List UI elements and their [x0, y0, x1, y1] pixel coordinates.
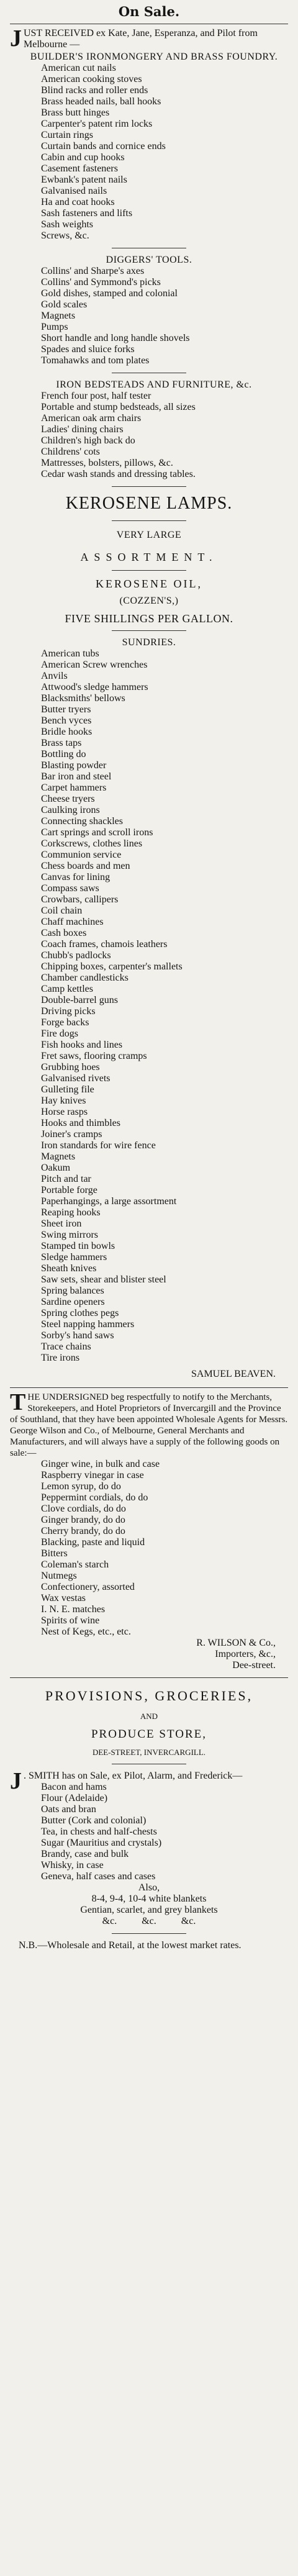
- assortment-text: ASSORTMENT.: [80, 551, 218, 563]
- list-item: Tomahawks and tom plates: [41, 355, 150, 366]
- list-item: Coach frames, chamois leathers: [41, 939, 168, 950]
- divider: [10, 1387, 288, 1388]
- list-item: Tire irons: [41, 1353, 80, 1363]
- list-item: Raspberry vinegar in case: [41, 1470, 144, 1481]
- list-item: Galvanised nails: [41, 186, 107, 196]
- list-item: Driving picks: [41, 1006, 96, 1017]
- list-item: Oakum: [41, 1163, 71, 1173]
- etc-text: &c. &c. &c.: [102, 1916, 196, 1926]
- section-title-bedsteads: IRON BEDSTEADS AND FURNITURE, &c.: [56, 379, 252, 390]
- list-item: Chess boards and men: [41, 861, 130, 871]
- list-item: Spring balances: [41, 1286, 104, 1296]
- list-item: Forge backs: [41, 1017, 89, 1028]
- list-item: Tea, in chests and half-chests: [41, 1826, 157, 1837]
- bedsteads-list: [10, 391, 288, 480]
- list-item: Coil chain: [41, 905, 83, 916]
- list-item: Magnets: [41, 1151, 76, 1162]
- list-item: Swing mirrors: [41, 1230, 98, 1240]
- list-item: Portable and stump bedsteads, all sizes: [41, 402, 196, 412]
- list-item: Ha and coat hooks: [41, 197, 115, 207]
- provisions-heading: PROVISIONS, GROCERIES,: [45, 1688, 253, 1703]
- list-item: Communion service: [41, 850, 122, 860]
- ad-r-wilson: [10, 1389, 288, 1671]
- kerosene-lamps-heading: KEROSENE LAMPS.: [65, 494, 233, 513]
- drop-cap: J: [10, 1768, 22, 1794]
- list-item: Curtain rings: [41, 130, 93, 140]
- list-item: Chamber candlesticks: [41, 973, 129, 983]
- list-item: Pumps: [41, 322, 68, 332]
- list-item: Caulking irons: [41, 805, 100, 815]
- list-item: Coleman's starch: [41, 1559, 109, 1570]
- address-text: DEE-STREET, INVERCARGILL.: [92, 1748, 206, 1757]
- divider: [112, 520, 186, 521]
- list-item: Flour (Adelaide): [41, 1793, 108, 1803]
- list-item: American Screw wrenches: [41, 660, 148, 670]
- list-item: Gulleting file: [41, 1084, 94, 1095]
- gentian-text: Gentian, scarlet, and grey blankets: [80, 1905, 218, 1915]
- list-item: Blasting powder: [41, 760, 107, 771]
- list-item: Confectionery, assorted: [41, 1582, 135, 1592]
- list-item: Brandy, case and bulk: [41, 1849, 129, 1859]
- signature-wilson-line3: Dee-street.: [232, 1660, 276, 1671]
- list-item: Bar iron and steel: [41, 771, 112, 782]
- list-item: Whisky, in case: [41, 1860, 104, 1871]
- list-item: Steel napping hammers: [41, 1319, 135, 1330]
- list-item: Fret saws, flooring cramps: [41, 1051, 147, 1061]
- list-item: Joiner's cramps: [41, 1129, 102, 1140]
- list-item: Ginger brandy, do do: [41, 1515, 125, 1525]
- list-item: Sorby's hand saws: [41, 1330, 114, 1341]
- list-item: Childrens' cots: [41, 447, 100, 457]
- list-item: Sheet iron: [41, 1218, 82, 1229]
- list-item: Horse rasps: [41, 1107, 88, 1117]
- list-item: American cooking stoves: [41, 74, 142, 84]
- list-item: Chaff machines: [41, 917, 104, 927]
- list-item: Camp kettles: [41, 984, 93, 994]
- diggers-tools-list: [10, 266, 288, 366]
- smith-goods-list: [10, 1782, 288, 1882]
- list-item: Wax vestas: [41, 1593, 86, 1603]
- list-item: Bitters: [41, 1548, 68, 1559]
- list-item: Brass taps: [41, 738, 82, 748]
- very-large-text: VERY LARGE: [116, 530, 182, 540]
- list-item: Cheese tryers: [41, 794, 95, 804]
- cozzens-text: (COZZEN'S,): [119, 596, 179, 606]
- list-item: American oak arm chairs: [41, 413, 142, 424]
- list-item: Hay knives: [41, 1095, 86, 1106]
- list-item: Compass saws: [41, 883, 99, 894]
- list-item: Lemon syrup, do do: [41, 1481, 121, 1492]
- list-item: Spades and sluice forks: [41, 344, 135, 355]
- list-item: Collins' and Sharpe's axes: [41, 266, 145, 276]
- section-title-diggers-tools: DIGGERS' TOOLS.: [106, 255, 192, 265]
- list-item: Geneva, half cases and cases: [41, 1871, 156, 1882]
- list-item: Sash fasteners and lifts: [41, 208, 133, 219]
- list-item: Children's high back do: [41, 435, 135, 446]
- ad3-intro: J . SMITH has on Sale, ex Pilot, Alarm, and Frederick—: [10, 1768, 243, 1794]
- signature-wilson-line2: Importers, &c.,: [215, 1649, 276, 1659]
- list-item: Bacon and hams: [41, 1782, 107, 1792]
- list-item: Bench vyces: [41, 715, 92, 726]
- list-item: Short handle and long handle shovels: [41, 333, 190, 343]
- list-item: Bridle hooks: [41, 727, 93, 737]
- ironmongery-list: [10, 63, 288, 242]
- list-item: Fish hooks and lines: [41, 1040, 123, 1050]
- list-item: Saw sets, shear and blister steel: [41, 1274, 166, 1285]
- list-item: American cut nails: [41, 63, 116, 73]
- section-title-sundries: SUNDRIES.: [122, 637, 176, 648]
- list-item: Ladies' dining chairs: [41, 424, 124, 435]
- list-item: Sledge hammers: [41, 1252, 107, 1263]
- list-item: Stamped tin bowls: [41, 1241, 115, 1251]
- list-item: Nest of Kegs, etc., etc.: [41, 1626, 131, 1637]
- signature-wilson: R. WILSON & Co.,: [196, 1638, 276, 1648]
- list-item: Blacksmiths' bellows: [41, 693, 125, 704]
- list-item: Butter (Cork and colonial): [41, 1815, 147, 1826]
- list-item: French four post, half tester: [41, 391, 151, 401]
- divider: [112, 630, 186, 631]
- list-item: Blacking, paste and liquid: [41, 1537, 145, 1548]
- and-text: AND: [140, 1712, 158, 1721]
- list-item: Cart springs and scroll irons: [41, 827, 153, 838]
- list-item: Iron standards for wire fence: [41, 1140, 156, 1151]
- nb-note: N.B.—Wholesale and Retail, at the lowest market rates.: [19, 1940, 242, 1951]
- list-item: I. N. E. matches: [41, 1604, 106, 1615]
- list-item: Gold scales: [41, 299, 88, 310]
- ad2-intro: THE UNDERSIGNED beg respectfully to notify to the Merchants, Storekeepers, and Hotel Proprietors of Invercargill and the Province of Southland, that they have been appointed Wholesale Agents for Messrs. George Wilson and Co., of Melbourne, General Merchants and Manufacturers, and will always have a supply of the following goods on sale:—: [10, 1389, 288, 1458]
- list-item: Curtain bands and cornice ends: [41, 141, 166, 152]
- list-item: Butter tryers: [41, 704, 91, 715]
- kerosene-oil-text: KEROSENE OIL,: [96, 578, 202, 590]
- list-item: Carpenter's patent rim locks: [41, 119, 153, 129]
- list-item: Sardine openers: [41, 1297, 105, 1307]
- list-item: Portable forge: [41, 1185, 97, 1195]
- produce-store-heading: PRODUCE STORE,: [91, 1728, 207, 1741]
- list-item: Sash weights: [41, 219, 93, 230]
- list-item: Ewbank's patent nails: [41, 175, 127, 185]
- list-item: Cherry brandy, do do: [41, 1526, 125, 1536]
- blankets-text: 8-4, 9-4, 10-4 white blankets: [91, 1893, 207, 1904]
- list-item: Oats and bran: [41, 1804, 96, 1815]
- list-item: Cedar wash stands and dressing tables.: [41, 469, 196, 479]
- ad1-intro: JUST RECEIVED ex Kate, Jane, Esperanza, and Pilot from Melbourne —: [10, 25, 258, 52]
- list-item: Double-barrel guns: [41, 995, 118, 1005]
- list-item: Trace chains: [41, 1341, 91, 1352]
- ad-j-smith: [10, 1688, 288, 1951]
- list-item: Magnets: [41, 311, 76, 321]
- list-item: Spring clothes pegs: [41, 1308, 119, 1318]
- list-item: Cash boxes: [41, 928, 87, 938]
- list-item: Pitch and tar: [41, 1174, 91, 1184]
- list-item: Nutmegs: [41, 1571, 77, 1581]
- list-item: Collins' and Symmond's picks: [41, 277, 161, 288]
- divider: [10, 1677, 288, 1678]
- list-item: Sugar (Mauritius and crystals): [41, 1838, 162, 1848]
- list-item: Anvils: [41, 671, 68, 681]
- list-item: Clove cordials, do do: [41, 1503, 126, 1514]
- list-item: Chipping boxes, carpenter's mallets: [41, 961, 183, 972]
- ad-samuel-beaven: [10, 25, 288, 1380]
- list-item: Paperhangings, a large assortment: [41, 1196, 177, 1207]
- list-item: Casement fasteners: [41, 163, 118, 174]
- signature-samuel-beaven: SAMUEL BEAVEN.: [191, 1369, 276, 1379]
- list-item: Corkscrews, clothes lines: [41, 838, 143, 849]
- list-item: Mattresses, bolsters, pillows, &c.: [41, 458, 173, 468]
- list-item: Hooks and thimbles: [41, 1118, 120, 1128]
- list-item: Brass butt hinges: [41, 107, 110, 118]
- divider: [112, 570, 186, 571]
- list-item: Spirits of wine: [41, 1615, 100, 1626]
- list-item: Chubb's padlocks: [41, 950, 111, 961]
- list-item: Cabin and cup hooks: [41, 152, 125, 163]
- list-item: American tubs: [41, 648, 99, 659]
- list-item: Screws, &c.: [41, 230, 89, 241]
- list-item: Peppermint cordials, do do: [41, 1492, 148, 1503]
- list-item: Fire dogs: [41, 1028, 78, 1039]
- list-item: Brass headed nails, ball hooks: [41, 96, 161, 107]
- list-item: Carpet hammers: [41, 782, 107, 793]
- list-item: Reaping hooks: [41, 1207, 101, 1218]
- page-heading: On Sale.: [118, 4, 180, 19]
- divider: [112, 486, 186, 487]
- list-item: Ginger wine, in bulk and case: [41, 1459, 160, 1469]
- list-item: Galvanised rivets: [41, 1073, 111, 1084]
- list-item: Canvas for lining: [41, 872, 111, 882]
- sundries-list: [10, 648, 288, 1364]
- section-title-ironmongery: BUILDER'S IRONMONGERY AND BRASS FOUNDRY.: [30, 52, 278, 62]
- divider: [112, 1933, 186, 1934]
- drop-cap: J: [10, 25, 22, 52]
- list-item: Bottling do: [41, 749, 86, 760]
- also-text: Also,: [138, 1882, 160, 1893]
- drop-cap: T: [10, 1389, 26, 1415]
- price-text: FIVE SHILLINGS PER GALLON.: [65, 612, 233, 625]
- list-item: Crowbars, callipers: [41, 894, 119, 905]
- wilson-goods-list: [10, 1459, 288, 1638]
- list-item: Blind racks and roller ends: [41, 85, 148, 96]
- list-item: Sheath knives: [41, 1263, 97, 1274]
- list-item: Attwood's sledge hammers: [41, 682, 148, 692]
- list-item: Grubbing hoes: [41, 1062, 100, 1073]
- list-item: Gold dishes, stamped and colonial: [41, 288, 178, 299]
- list-item: Connecting shackles: [41, 816, 123, 827]
